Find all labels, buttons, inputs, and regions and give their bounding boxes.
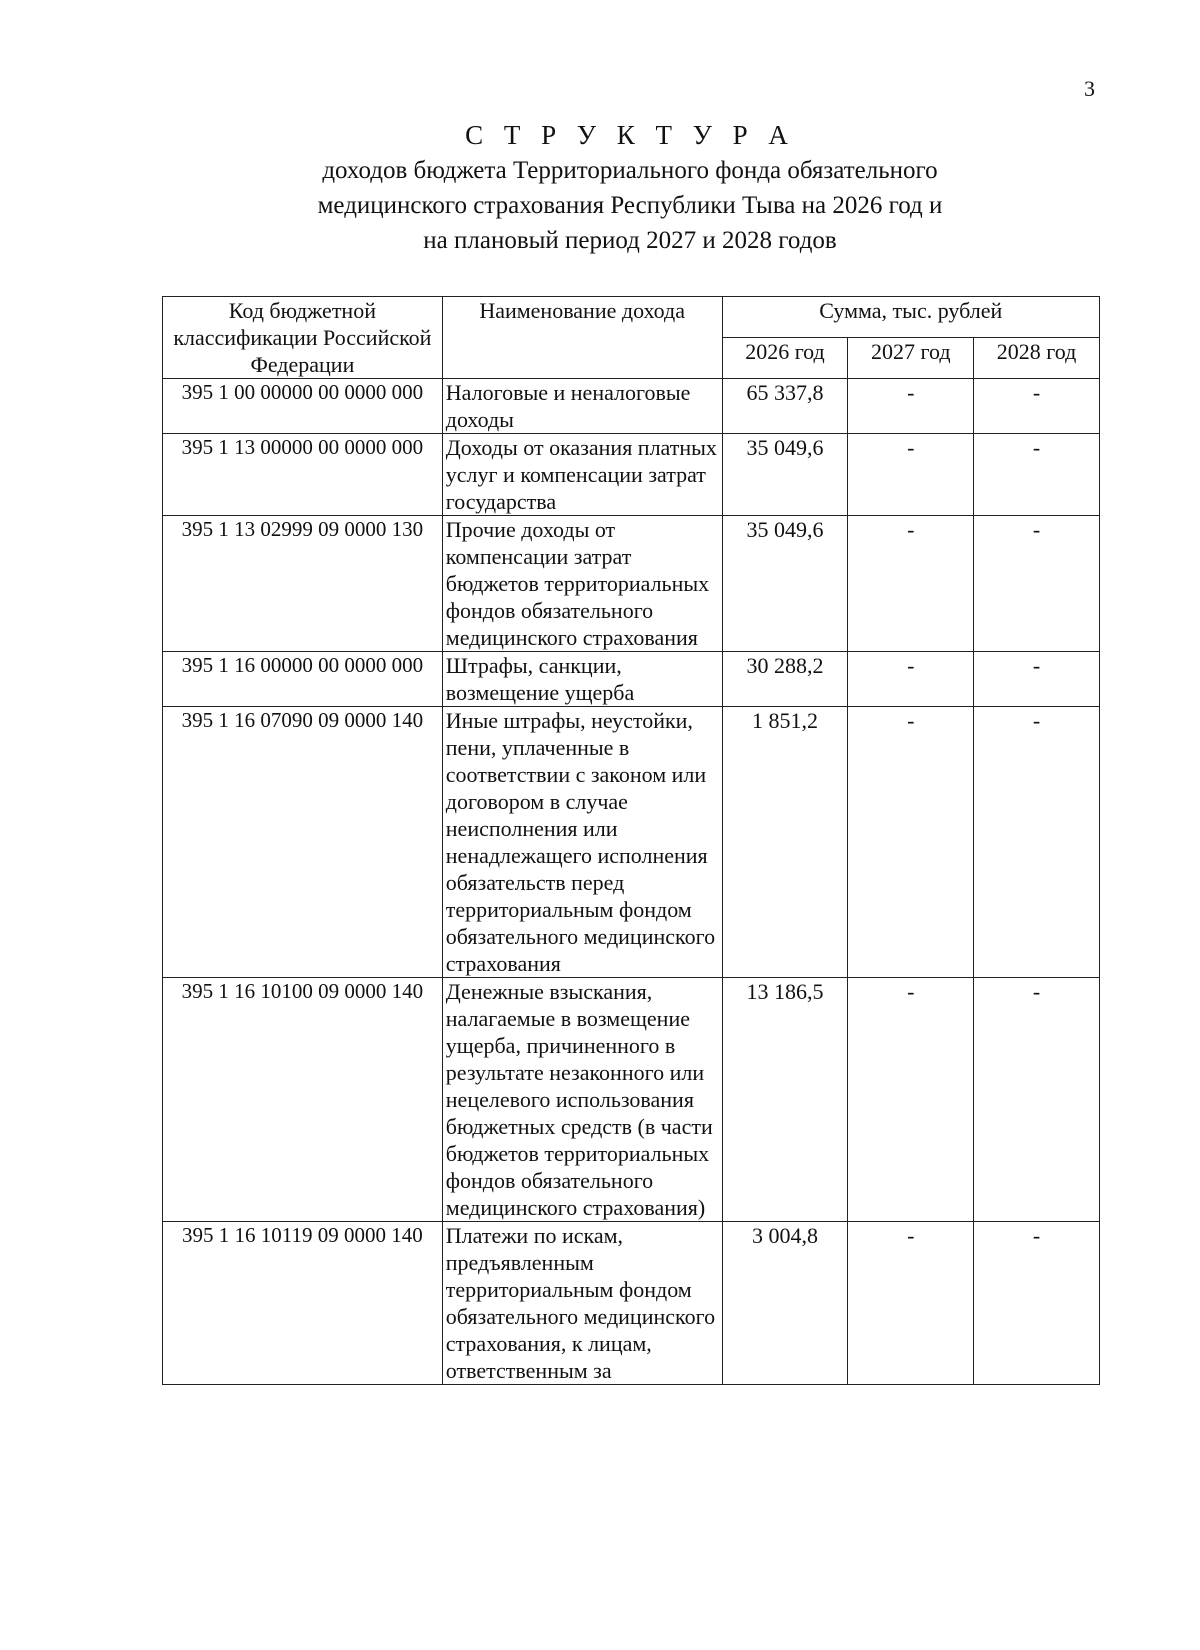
table-row: [163, 379, 1100, 434]
header-year-2026: 2026 год: [722, 338, 848, 379]
row-name: Штрафы, санкции, возмещение ущерба: [442, 652, 722, 707]
table-row: [163, 978, 1100, 1222]
table-row: [163, 707, 1100, 978]
document-title: С Т Р У К Т У Р А: [465, 120, 795, 150]
row-name: Доходы от оказания платных услуг и компенсации затрат государства: [442, 434, 722, 516]
row-value-2028: -: [974, 379, 1100, 434]
row-value-2027: -: [848, 516, 974, 652]
page-number: 3: [1084, 76, 1095, 101]
row-value-2027: -: [848, 978, 974, 1222]
row-name: Иные штрафы, неустойки, пени, уплаченные в соответствии с законом или договором в случае неисполнения или ненадлежащего исполнения обязательств перед территориальным фондом обязательного медицинского страхования: [442, 707, 722, 978]
row-value-2028: -: [974, 707, 1100, 978]
header-code: Код бюджетной классификации Российской Федерации: [163, 297, 443, 379]
row-value-2028: -: [974, 434, 1100, 516]
row-code: 395 1 16 07090 09 0000 140: [163, 707, 443, 978]
header-sum: Сумма, тыс. рублей: [722, 297, 1099, 338]
row-value-2027: -: [848, 379, 974, 434]
subtitle-line: доходов бюджета Территориального фонда обязательного: [322, 157, 938, 184]
row-value-2027: -: [848, 707, 974, 978]
row-name: Денежные взыскания, налагаемые в возмещение ущерба, причиненного в результате незаконного или нецелевого использования бюджетных средств (в части бюджетов территориальных фондов обязательного медицинского страхования): [442, 978, 722, 1222]
row-value-2028: -: [974, 1222, 1100, 1385]
row-value-2026: 1 851,2: [722, 707, 848, 978]
row-value-2026: 35 049,6: [722, 516, 848, 652]
row-value-2026: 35 049,6: [722, 434, 848, 516]
table-row: [163, 652, 1100, 707]
subtitle-line: медицинского страхования Республики Тыва на 2026 год и: [317, 192, 943, 219]
table-row: [163, 1222, 1100, 1385]
row-code: 395 1 16 00000 00 0000 000: [163, 652, 443, 707]
row-code: 395 1 13 02999 09 0000 130: [163, 516, 443, 652]
row-value-2026: 65 337,8: [722, 379, 848, 434]
row-code: 395 1 16 10100 09 0000 140: [163, 978, 443, 1222]
row-name: Прочие доходы от компенсации затрат бюджетов территориальных фондов обязательного медицинского страхования: [442, 516, 722, 652]
row-code: 395 1 13 00000 00 0000 000: [163, 434, 443, 516]
row-value-2027: -: [848, 1222, 974, 1385]
row-value-2026: 30 288,2: [722, 652, 848, 707]
subtitle-line: на плановый период 2027 и 2028 годов: [423, 227, 837, 254]
row-value-2026: 13 186,5: [722, 978, 848, 1222]
row-value-2026: 3 004,8: [722, 1222, 848, 1385]
row-value-2027: -: [848, 652, 974, 707]
table-row: [163, 434, 1100, 516]
row-name: Платежи по искам, предъявленным территориальным фондом обязательного медицинского страхования, к лицам, ответственным за: [442, 1222, 722, 1385]
row-code: 395 1 16 10119 09 0000 140: [163, 1222, 443, 1385]
row-value-2028: -: [974, 516, 1100, 652]
row-value-2028: -: [974, 652, 1100, 707]
row-value-2027: -: [848, 434, 974, 516]
table-row: [163, 516, 1100, 652]
document-subtitle: [0, 153, 1200, 258]
header-name: Наименование дохода: [442, 297, 722, 379]
row-name: Налоговые и неналоговые доходы: [442, 379, 722, 434]
header-year-2028: 2028 год: [974, 338, 1100, 379]
income-structure-table: [162, 296, 1100, 1385]
row-value-2028: -: [974, 978, 1100, 1222]
header-year-2027: 2027 год: [848, 338, 974, 379]
row-code: 395 1 00 00000 00 0000 000: [163, 379, 443, 434]
